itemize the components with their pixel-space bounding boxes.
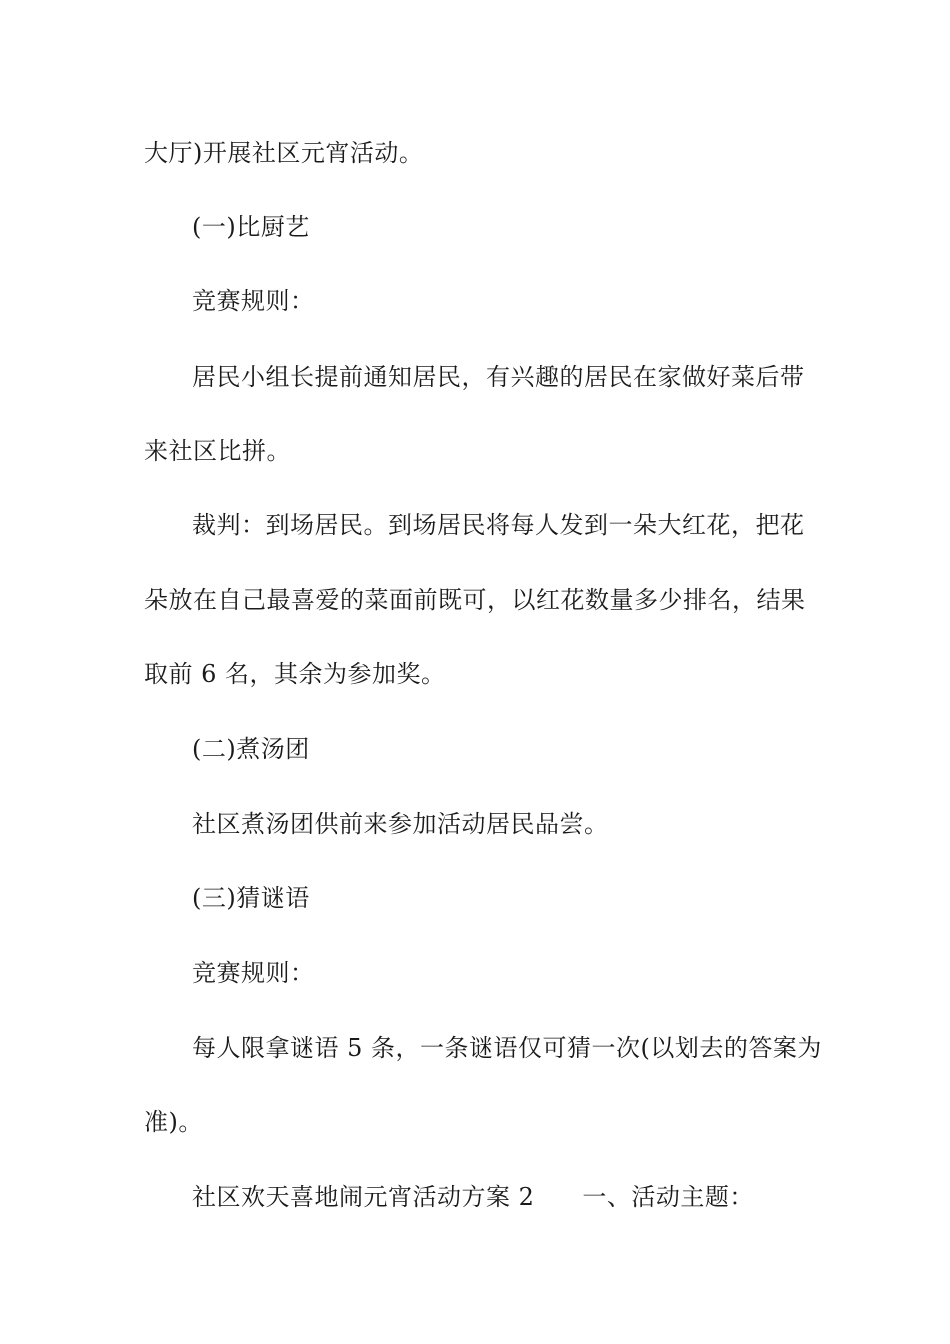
paragraph-line-5: 来社区比拼。 bbox=[144, 437, 291, 465]
paragraph-line-14: 准)。 bbox=[144, 1108, 203, 1136]
section-heading-riddles: (三)猜谜语 bbox=[192, 884, 310, 912]
paragraph-line-8: 取前 6 名，其余为参加奖。 bbox=[144, 660, 446, 688]
paragraph-line-10: 社区煮汤团供前来参加活动居民品尝。 bbox=[192, 810, 609, 838]
rules-heading-2: 竞赛规则： bbox=[192, 959, 315, 987]
plan-title-line bbox=[192, 1181, 814, 1213]
paragraph-line-7: 朵放在自己最喜爱的菜面前既可，以红花数量多少排名，结果 bbox=[144, 586, 806, 614]
paragraph-line-13: 每人限拿谜语 5 条，一条谜语仅可猜一次(以划去的答案为 bbox=[192, 1034, 822, 1062]
activity-theme-heading: 一、活动主题： bbox=[582, 1183, 754, 1211]
section-heading-soup: (二)煮汤团 bbox=[192, 735, 310, 763]
paragraph-line-4: 居民小组长提前通知居民，有兴趣的居民在家做好菜后带 bbox=[192, 363, 805, 391]
section-heading-cooking: (一)比厨艺 bbox=[192, 213, 310, 241]
paragraph-line-6: 裁判：到场居民。到场居民将每人发到一朵大红花，把花 bbox=[192, 511, 805, 539]
rules-heading-1: 竞赛规则： bbox=[192, 287, 315, 315]
plan-title: 社区欢天喜地闹元宵活动方案 2 bbox=[192, 1183, 535, 1211]
paragraph-line-1: 大厅)开展社区元宵活动。 bbox=[144, 139, 424, 167]
